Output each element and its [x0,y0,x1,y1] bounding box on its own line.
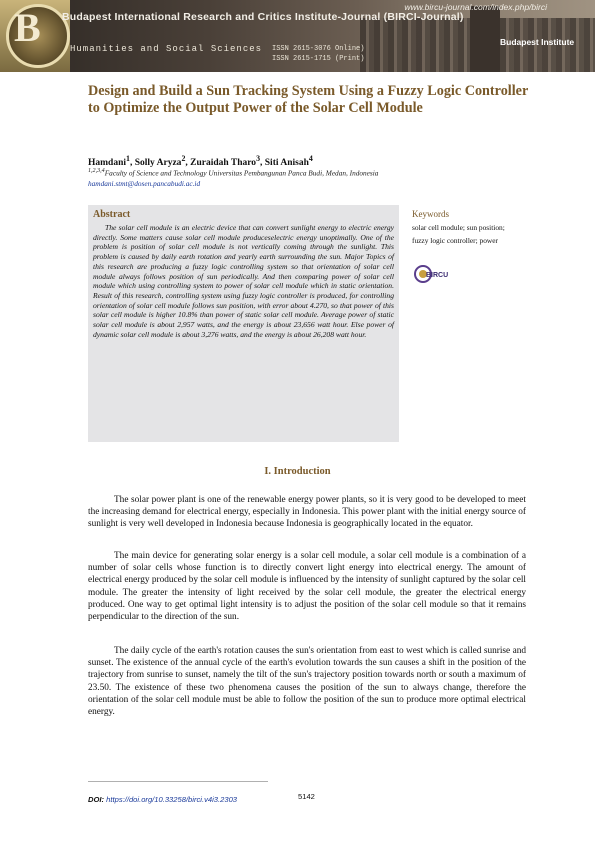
section-heading: I. Introduction [264,466,331,477]
issn-online: ISSN 2615-3076 Online) [272,45,365,53]
banner-tower-image [470,6,500,72]
author-name: Zuraidah Tharo [190,158,257,169]
issn-print: ISSN 2615-1715 (Print) [272,55,365,63]
author-sup: 1 [126,154,130,163]
affiliation-text: Faculty of Science and Technology Universitas Pembangunan Panca Budi, Medan, Indonesia [104,168,379,178]
author-sup: 3 [256,154,261,163]
author-sup: 4 [308,154,313,163]
birci-logo-icon [414,263,448,285]
doi-label: DOI: [88,795,105,804]
author-list: Hamdani$^1$, Solly Aryza$^2$, Zuraidah Tharo$^3$, Siti Anisah$^4$ [88,154,313,169]
author-email[interactable]: hamdani.stmt@dosen.pancabudi.ac.id [88,179,201,188]
affiliation-sup: 1,2,3,4 [88,168,105,174]
paper-title: Design and Build a Sun Tracking System Using a Fuzzy Logic Controller to Optimize the Output Power of the Solar Cell Module [88,83,529,116]
paragraph: The daily cycle of the earth's rotation causes the sun's orientation from east to west which is called sunrise and sunset. The existence of the annual cycle of the earth's evolution towards the sun causes a shift in the position of the trajectory from sunrise to sunset, namely the tilt of the sun's trajectory position towards north or south a maximum of 23.50. The existence of these two phenomena causes the position of the sun to always change, therefore the orientation of the solar cell module must be able to follow the position of the sun to produce more optimal electrical energy. [88,646,526,718]
institute-name: Budapest Institute [500,37,575,47]
author-sup: 2 [181,154,186,163]
affiliation [88,168,378,177]
birci-logo-text: BIRCU [426,272,448,279]
journal-logo [0,0,70,72]
paragraph: The main device for generating solar energy is a solar cell module, a solar cell module is a combination of a number of solar cells whose function is to directly convert light energy into electrical energy. The amount of electrical energy produced by the solar cell module is influenced by the intensity of sunlight captured by the solar cell module. The greater the intensity of light received by the solar cell module, the greater the electrical energy produced. One way to get optimal light intensity is to adjust the position of the solar cell module so that it remains perpendicular to the direction of the sun. [88,551,526,623]
page-number: 5142 [298,792,315,801]
issn-block [272,44,364,64]
journal-banner [0,0,595,72]
footer-divider [88,781,268,782]
journal-url[interactable]: www.bircu-journal.com/index.php/birci [404,2,547,12]
author-name: Hamdani [88,158,127,169]
logo-letter-icon: B [14,5,41,50]
doi-link[interactable]: https://doi.org/10.33258/birci.v4i3.2303 [106,795,238,804]
paragraph: The solar power plant is one of the renewable energy power plants, so it is very good to be developed to meet the increasing demand for electrical energy, especially in Indonesia. This power plant with the initial energy source of sunlight is very well developed in Indonesia because Indonesia is geographically located in the equator. [88,495,527,530]
doi-line [88,795,237,804]
abstract-box [88,205,399,442]
abstract-text: The solar cell module is an electric device that can convert sunlight energy to electric energy directly. Some matters cause solar cell module produceselectric energy unoptimally. One of the problem is position of solar cell module is not vertically coming through the sunlight. This problem is caused by daily earth rotation and yearly earth surrounding the sun. Major Topics of this research are producing a fuzzy logic controlling system so that orientation of solar cell module always follows position of sun periodically. And then comparing power of solar cell module which using controlling system to power of solar cell module which in static orientation. Result of this research, controlling system using fuzzy logic controller is produced, for controlling orientation of solar cell module follows sun position, with error about 4.270, so that power of this solar cell module is higher 10.8% than power of static solar cell module. Average power of static solar cell module is about 2,957 watts, and the energy is about 23,656 watt hour. Else power of dynamic solar cell module is about 3,276 watts, and the energy is about 26,208 watt hour. [93,223,394,339]
journal-subtitle: Humanities and Social Sciences [70,44,263,54]
author-name: Siti Anisah [264,158,309,169]
keywords-text: solar cell module; sun position; fuzzy logic controller; power [412,223,505,245]
abstract-heading: Abstract [93,209,131,220]
keywords-heading: Keywords [412,209,449,219]
author-name: Solly Aryza [134,158,182,169]
journal-title: Budapest International Research and Critics Institute-Journal (BIRCI-Journal) [62,11,464,23]
